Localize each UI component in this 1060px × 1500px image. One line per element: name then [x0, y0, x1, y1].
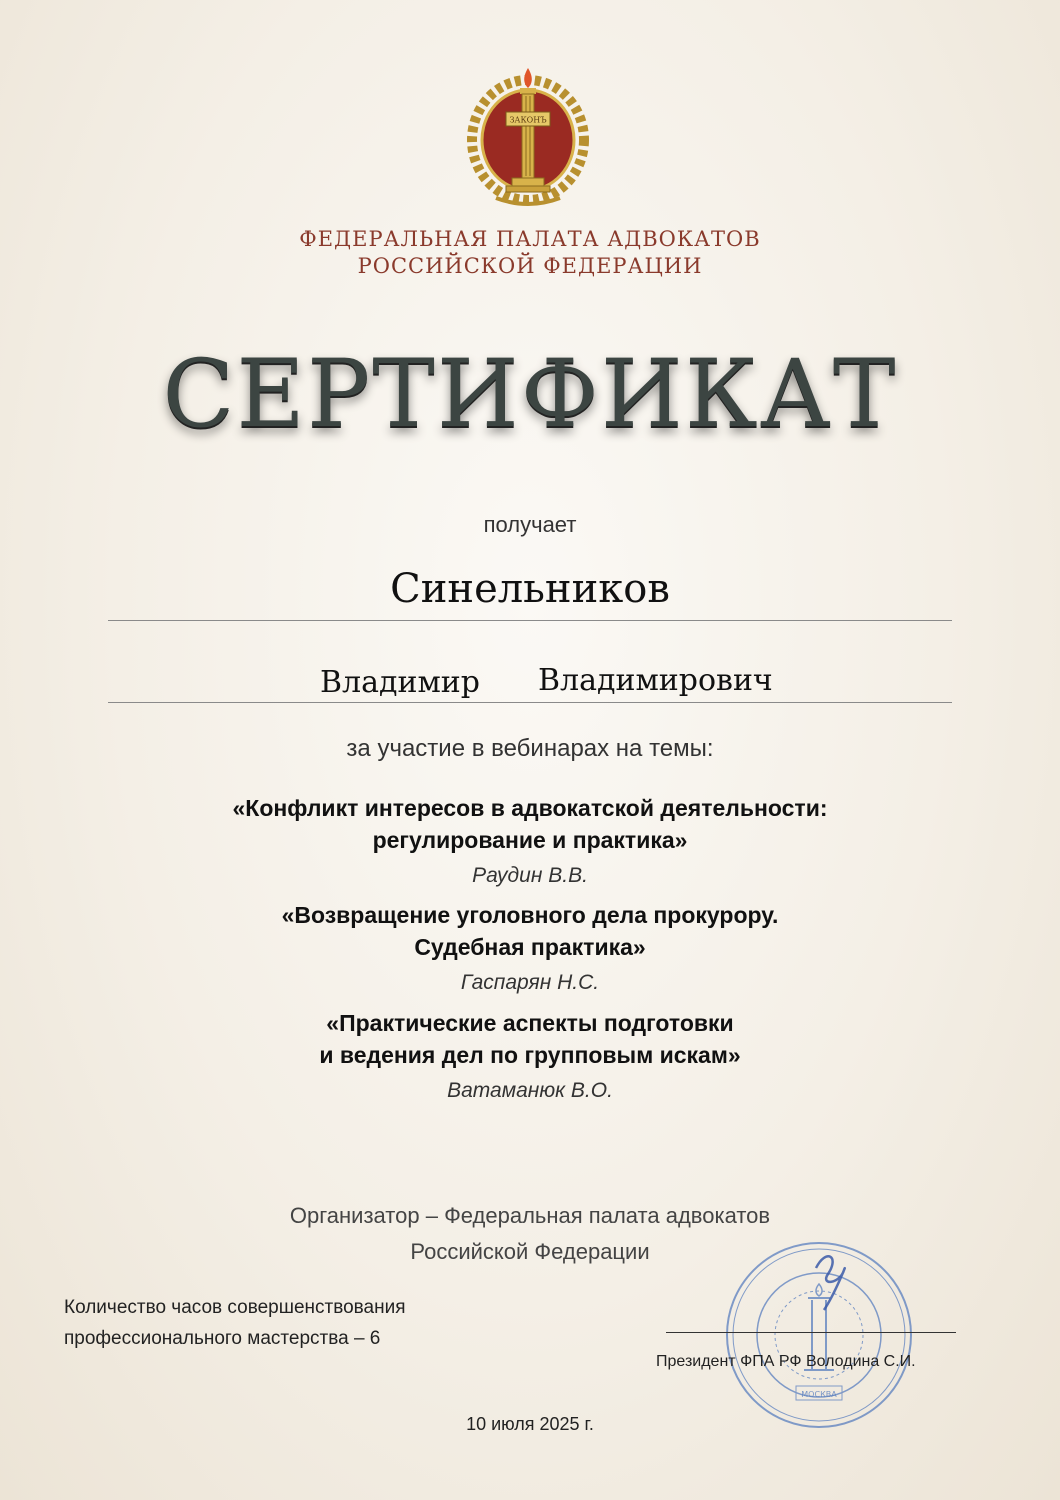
topic-title — [0, 1007, 1060, 1071]
certificate-title: СЕРТИФИКАТ — [162, 340, 898, 449]
given-names-underline — [108, 702, 952, 703]
topic-author: Раудин В.В. — [472, 864, 588, 887]
hours-line2: профессионального мастерства – 6 — [64, 1328, 381, 1349]
topic-title-line1: «Возвращение уголовного дела прокурору. — [281, 902, 779, 928]
topic-title-line2: Судебная практика» — [414, 934, 646, 960]
receives-text: получает — [483, 512, 577, 537]
recipient-patronymic: Владимирович — [538, 663, 773, 698]
topic-title-line1: «Конфликт интересов в адвокатской деятельности: — [232, 795, 828, 821]
participation-text: за участие в вебинарах на темы: — [346, 735, 714, 762]
svg-text:МОСКВА: МОСКВА — [801, 1390, 837, 1399]
recipient-surname: Синельников — [390, 566, 670, 612]
round-seal-stamp-icon — [724, 1240, 914, 1430]
svg-text:ЗАКОНЪ: ЗАКОНЪ — [509, 115, 547, 125]
topic-title-line2: и ведения дел по групповым искам» — [319, 1042, 741, 1068]
issue-date: 10 июля 2025 г. — [466, 1414, 594, 1434]
organization-name — [0, 226, 1060, 280]
organizer-line1: Организатор – Федеральная палата адвокатов — [289, 1203, 771, 1228]
law-column-emblem-icon — [466, 60, 590, 210]
topic-title-line1: «Практические аспекты подготовки — [326, 1010, 734, 1036]
topic-author: Гаспарян Н.С. — [460, 971, 600, 994]
hours-line1: Количество часов совершенствования — [64, 1297, 406, 1318]
topic-title-line2: регулирование и практика» — [372, 827, 688, 853]
surname-underline — [108, 620, 952, 621]
hours-text — [64, 1292, 406, 1354]
signature-caption: Президент ФПА РФ Володина С.И. — [656, 1353, 916, 1370]
recipient-first-name: Владимир — [320, 665, 480, 700]
organizer-line2: Российской Федерации — [410, 1239, 650, 1264]
organization-name-line1: ФЕДЕРАЛЬНАЯ ПАЛАТА АДВОКАТОВ — [299, 227, 761, 251]
signature-line — [666, 1332, 956, 1333]
topic-author: Ватаманюк В.О. — [447, 1079, 613, 1102]
topic-title — [0, 899, 1060, 963]
topic-title — [0, 792, 1060, 856]
organization-name-line2: РОССИЙСКОЙ ФЕДЕРАЦИИ — [357, 254, 703, 278]
